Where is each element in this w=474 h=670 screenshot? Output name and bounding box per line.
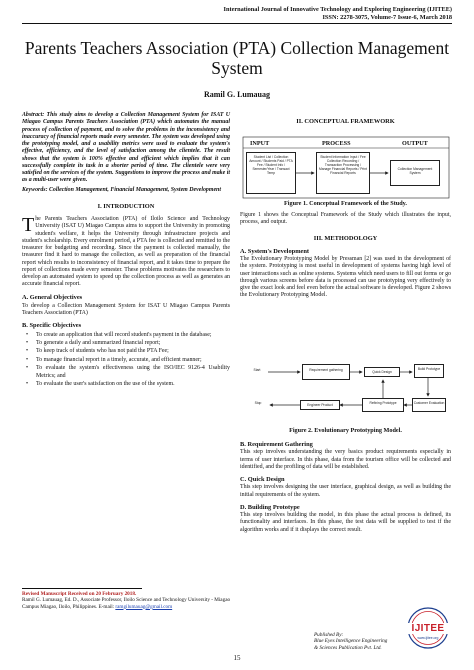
fig2-engineer-product: Engineer Product <box>300 400 340 410</box>
conceptual-heading: II. CONCEPTUAL FRAMEWORK <box>296 118 395 125</box>
requirement-gathering-heading: B. Requirement Gathering <box>240 441 313 448</box>
fig2-caption: Figure 2. Evolutionary Prototyping Model. <box>289 427 402 434</box>
logo-text: IJITEE <box>411 623 445 634</box>
fig1-process-label: PROCESS <box>322 140 351 147</box>
intro-text: he Parents Teachers Association (PTA) of Iloilo Science and Technology University (ISAT U) Miagao Campus aims to support the University in promoting student's welfare, it helps the University through infrastructure projects and student's scholarship. Every enrolment period, a PTA fee is collected and remitted to the treasurer for budgeting and recording. Since the payment is collected manually, the treasurer find it hard to manage the collection, as well as preparation of the financial report which results to inconsistency of financial report, and it takes time to prepare the report of collections made every semester. These problems motivates the researchers to develop an automated system to speed up the collection process as well as generates an accurate financial report. <box>22 216 230 288</box>
revised-note: Revised Manuscript Received on 20 February 2018. <box>22 591 137 597</box>
list-item: • To keep track of students who has not paid the PTA Fee; <box>36 348 230 355</box>
logo-subtext: www.ijitee.org <box>417 636 439 640</box>
journal-issn: ISSN: 2278-3075, Volume-7 Issue-6, March 2018 <box>322 14 452 21</box>
intro-heading: I. INTRODUCTION <box>97 202 155 210</box>
fig1-description: Figure 1 shows the Conceptual Framework of the Study which illustrates the input, process, and output. <box>240 212 451 226</box>
building-prototype-heading: D. Building Prototype <box>240 503 300 511</box>
general-objectives-text: To develop a Collection Management System for ISAT U Miagao Campus Parents Teachers Association (PTA) <box>22 302 230 316</box>
publisher-line-2: Blue Eyes Intelligence Engineering <box>314 638 388 645</box>
list-item: • To generate a daily and summarized financial report; <box>36 340 230 347</box>
list-item: • To manage financial report in a timely, accurate, and efficient manner; <box>36 357 230 364</box>
fig2-start: Start <box>246 367 268 377</box>
author-name: Ramil G. Lumauag <box>203 90 270 99</box>
requirement-gathering-text: This step involves understanding the very basics product requirements especially in terms of user interface. In this phase, data from the tourism office will be collected and identified, and the profiling of data will be established. <box>240 449 451 470</box>
fig1-frame <box>243 137 449 198</box>
methodology-heading: III. METHODOLOGY <box>313 234 378 242</box>
fig1-process-box: Student Information Input / Fee Collection Recording / Transaction Processing / Manage Financial Reports / Print Financial Reports <box>316 152 370 194</box>
fig2-requirements: Requirement gathering <box>302 364 350 380</box>
paper-title: Parents Teachers Association (PTA) Collection Management System <box>24 38 450 78</box>
general-objectives-heading: A. General Objectives <box>22 293 83 301</box>
fig1-input-label: INPUT <box>250 140 270 147</box>
list-item: • To evaluate the user's satisfaction on the use of the system. <box>36 381 230 388</box>
right-column-body-1 <box>240 212 451 300</box>
abstract: Abstract: This study aims to develop a Collection Management System for ISAT U Miagao Campus Parents Teachers Association (PTA) which automates the manual process of collection of payment, and to solve the problems in the inconsistency and inaccuracy of financial reports made every semester. The system was developed using the prototyping model, and a usability metrics were used to evaluate the system's effective, efficiency, and the level of satisfaction among the clientele. The result shows that the system is 100% effective and efficient which implies that it can successfully complete its task in a shorter period of time. The clientele were very satisfied on the services of the system. Suggestions to improve the process and make it as a multi-user were given. <box>22 112 230 184</box>
publisher-line-3: & Sciences Publication Pvt. Ltd. <box>314 644 382 651</box>
fig2-customer-evaluation: Customer Evaluation <box>412 398 446 412</box>
fig1-input-box: Student List / Collection Amount / Students Paid / PTA Fee / Student Info / Semester/Year / Transact Temp <box>246 152 296 194</box>
fig2-stop: Stop <box>248 400 268 410</box>
publisher-line-1: Published By: <box>314 632 344 638</box>
intro-dropcap: T <box>22 214 35 236</box>
fig1-output-label: OUTPUT <box>402 140 428 147</box>
fig1-caption: Figure 1. Conceptual Framework of the Study. <box>284 200 407 207</box>
right-column-body-2 <box>240 441 451 534</box>
email-link[interactable]: ramgilumauag@gmail.com <box>115 603 173 610</box>
page-number: 15 <box>233 654 241 662</box>
fig2-refining-prototype: Refining Prototype <box>362 398 404 412</box>
fig1-output-box: Collection Management System <box>390 160 440 186</box>
list-item: • To create an application that will record student's payment in the database; <box>36 332 230 339</box>
list-item: • To evaluate the system's effectiveness using the ISO/IEC 9126-4 Usability Metrics; and <box>36 365 230 380</box>
building-prototype-text: This step involves building the model, in this phase the actual process is defined, its functionality and interfaces. In this phase, the test data will be supplied to test if the algorithm works and if it displays the correct result. <box>240 512 451 533</box>
keywords: Keywords: Collection Management, Financial Management, System Development <box>22 186 221 193</box>
affiliation-text: Ramil G. Lumauag, Ed. D., Associate Professor, Iloilo Science and Technology University - Miagao Campus Miagao, Iloilo, Philippines. E-mail: <box>22 597 231 610</box>
fig2-build-prototype: Build Prototype <box>414 364 444 378</box>
publisher-info <box>314 632 387 651</box>
quick-design-heading: C. Quick Design <box>240 476 285 483</box>
fig2-quick-design: Quick Design <box>364 367 400 377</box>
system-development-text: The Evolutionary Prototyping Model by Pressman [2] was used in the development of the system. Prototyping is most useful in development of systems having high level of user interactions such as online systems. Systems which need users to fill out forms or go through various screens before data is processed can use prototyping very effectively to give the exact look and feel even before the actual software is developed. Figure 2 shows the Evolutionary Prototyping Model. <box>240 256 451 299</box>
ijitee-logo <box>404 606 452 652</box>
specific-objectives-heading: B. Specific Objectives <box>22 322 82 330</box>
quick-design-text: This step involves designing the user interface, graphical design, as well as building the initial requirements of the system. <box>240 484 451 498</box>
system-development-heading: A. System's Development <box>240 247 310 255</box>
journal-name: International Journal of Innovative Technology and Exploring Engineering (IJITEE) <box>223 6 452 13</box>
